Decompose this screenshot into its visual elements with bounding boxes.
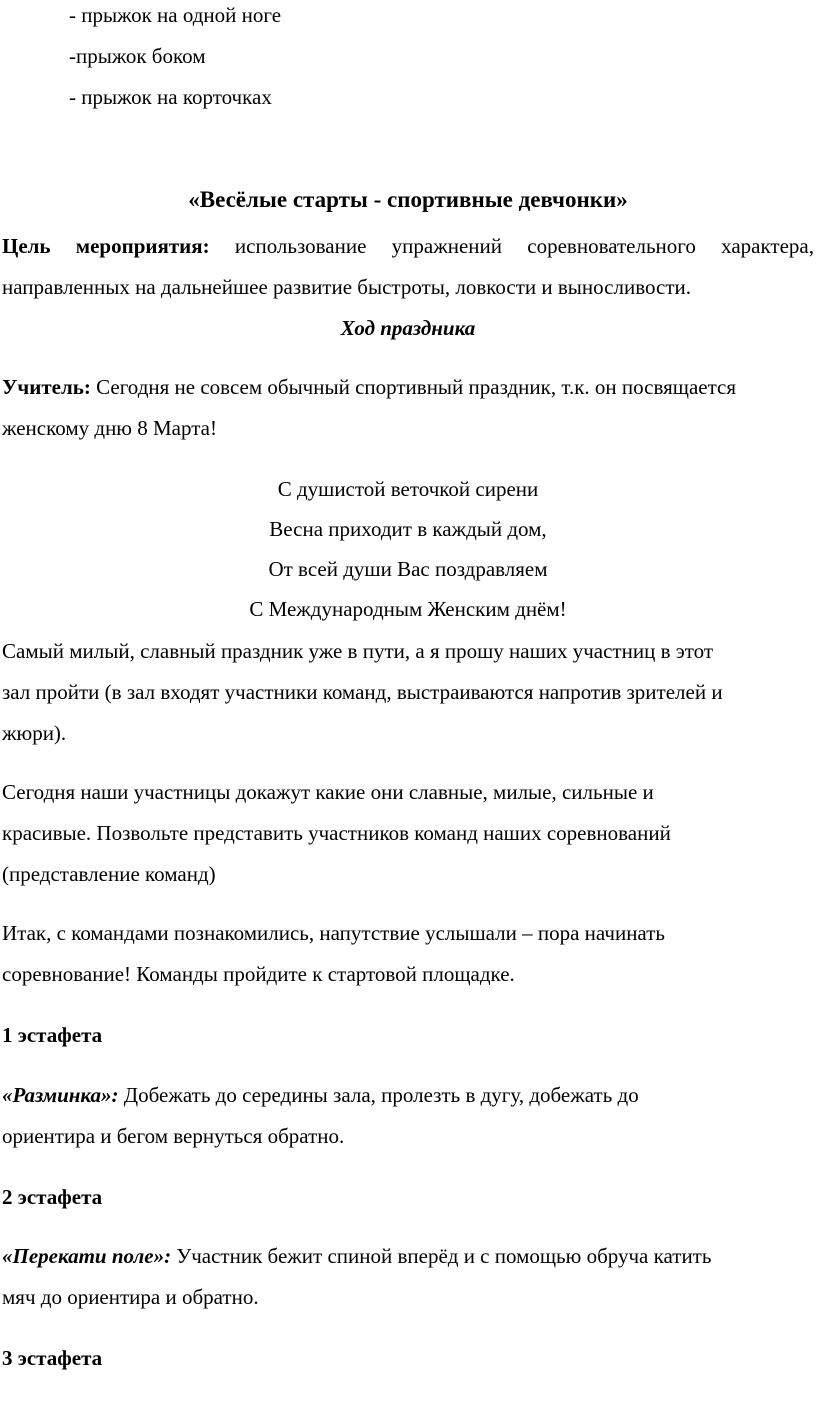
teacher-line-1 <box>2 374 736 400</box>
relay-description-line-1 <box>2 1243 711 1269</box>
list-item: - прыжок на корточках <box>69 85 272 109</box>
list-item: - прыжок на одной ноге <box>69 3 282 27</box>
teacher-line-2: женскому дню 8 Марта! <box>2 416 217 440</box>
goal-line-1 <box>2 233 814 259</box>
relay-name: «Перекати поле»: <box>2 1244 172 1268</box>
document-title: «Весёлые старты - спортивные девчонки» <box>188 187 628 212</box>
teacher-label: Учитель: <box>2 375 91 399</box>
list-item: -прыжок боком <box>69 44 206 68</box>
relay-text: Добежать до середины зала, пролезть в дугу, добежать до <box>123 1083 639 1107</box>
paragraph-line: Сегодня наши участницы докажут какие они славные, милые, сильные и <box>2 780 654 804</box>
paragraph-line: зал пройти (в зал входят участники команд, выстраиваются напротив зрителей и <box>2 680 723 704</box>
teacher-text: Сегодня не совсем обычный спортивный праздник, т.к. он посвящается <box>96 375 737 399</box>
paragraph-line: Итак, с командами познакомились, напутствие услышали – пора начинать <box>2 921 665 945</box>
poem-line: От всей души Вас поздравляем <box>268 557 548 581</box>
paragraph-line: жюри). <box>2 721 67 745</box>
goal-text: использование упражнений соревновательного характера, <box>234 234 814 258</box>
relay-heading: 1 эстафета <box>2 1023 103 1047</box>
paragraph-line: соревнование! Команды пройдите к стартовой площадке. <box>2 962 515 986</box>
paragraph-line: (представление команд) <box>2 862 216 886</box>
relay-heading: 3 эстафета <box>2 1346 103 1370</box>
relay-name: «Разминка»: <box>2 1083 119 1107</box>
paragraph-line: Самый милый, славный праздник уже в пути, а я прошу наших участниц в этот <box>2 639 714 663</box>
poem-line: С душистой веточкой сирени <box>277 477 539 501</box>
relay-heading: 2 эстафета <box>2 1185 103 1209</box>
subtitle: Ход праздника <box>340 316 476 340</box>
relay-description-line-1 <box>2 1082 639 1108</box>
relay-description-line-2: ориентира и бегом вернуться обратно. <box>2 1124 345 1148</box>
paragraph-line: красивые. Позвольте представить участников команд наших соревнований <box>2 821 671 845</box>
relay-description-line-2: мяч до ориентира и обратно. <box>2 1285 259 1309</box>
poem-line: С Международным Женским днём! <box>249 597 567 621</box>
poem-line: Весна приходит в каждый дом, <box>269 517 547 541</box>
goal-line-2: направленных на дальнейшее развитие быстроты, ловкости и выносливости. <box>2 275 691 299</box>
relay-text: Участник бежит спиной вперёд и с помощью обруча катить <box>176 1244 712 1268</box>
goal-label: Цель мероприятия: <box>2 234 210 258</box>
